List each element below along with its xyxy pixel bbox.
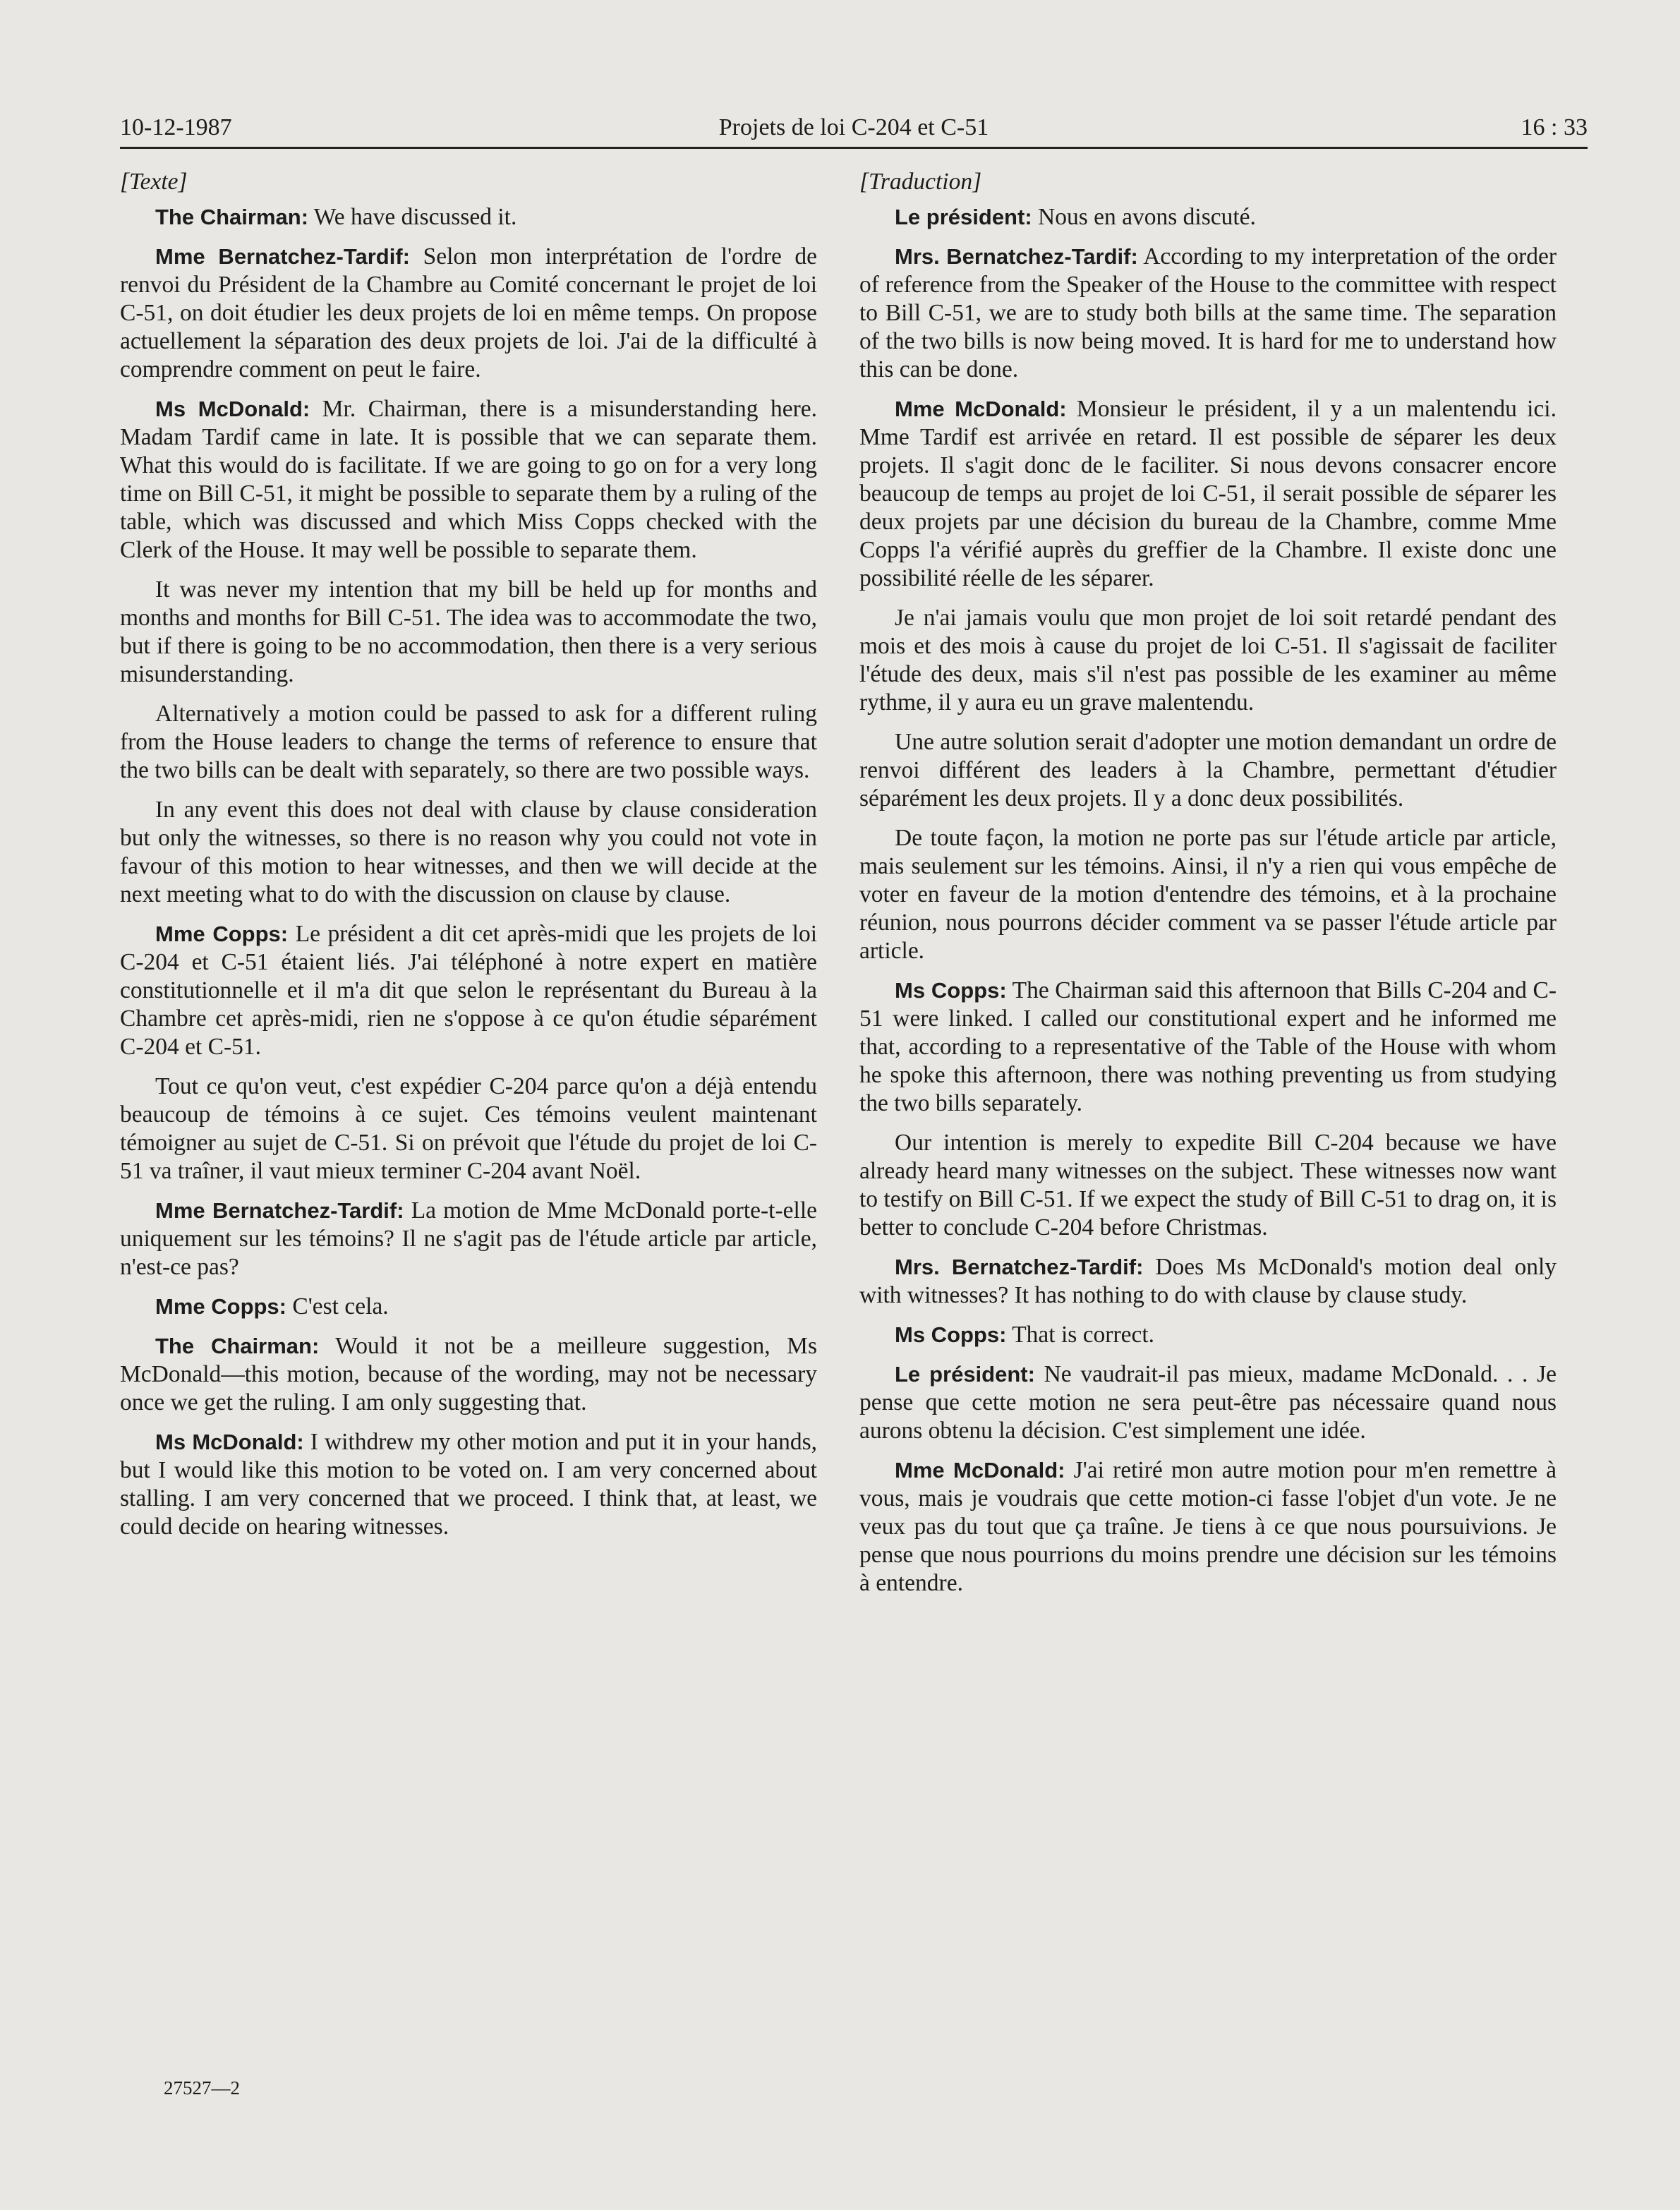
speaker-name: Mme Bernatchez-Tardif: (155, 1198, 404, 1223)
paragraph (859, 824, 1557, 965)
paragraph (120, 1197, 817, 1281)
speaker-name: Mme McDonald: (895, 397, 1067, 421)
speaker-name: The Chairman: (155, 205, 309, 229)
paragraph (120, 700, 817, 785)
speaker-name: Mme McDonald: (895, 1458, 1065, 1483)
speech-text: Ne vaudrait-il pas mieux, madame McDonald. . . Je pense que cette motion ne sera peut-être pas nécessaire quand nous aurons obtenu la décision. C'est simplement une idée. (859, 1361, 1557, 1444)
paragraph (120, 395, 817, 564)
paragraph (120, 576, 817, 689)
speech-text: Selon mon interprétation de l'ordre de renvoi du Président de la Chambre au Comité concernant le projet de loi C-51, on doit étudier les deux projets de loi en même temps. On propose actuellement la séparation des deux projets de loi. J'ai de la difficulté à comprendre comment on peut le faire. (120, 243, 817, 382)
column-translation (859, 168, 1557, 1609)
speech-text: I withdrew my other motion and put it in your hands, but I would like this motion to be voted on. I am very concerned about stalling. I am very concerned that we proceed. I think that, at least, we could decide on hearing witnesses. (120, 1429, 817, 1540)
paragraph (859, 1129, 1557, 1242)
paragraph (120, 796, 817, 909)
speech-text: La motion de Mme McDonald porte-t-elle uniquement sur les témoins? Il ne s'agit pas de l'étude article par article, n'est-ce pas? (120, 1197, 817, 1280)
speaker-name: Le président: (895, 1362, 1035, 1387)
paragraph (120, 203, 817, 231)
speaker-name: Mme Copps: (155, 1294, 286, 1319)
header-title: Projets de loi C-204 et C-51 (718, 114, 989, 140)
paragraph (859, 203, 1557, 231)
paragraph (859, 1456, 1557, 1598)
speech-text: Monsieur le président, il y a un malentendu ici. Mme Tardif est arrivée en retard. Il est possible de séparer les deux projets. Il s'agit donc de le faciliter. Si nous devons consacrer encore beaucoup de temps au projet de loi C-51, il serait possible de séparer les deux projets par une décision du bureau de la Chambre, comme Mme Copps l'a vérifié auprès du greffier de la Chambre. Il existe donc une possibilité réelle de les séparer. (859, 396, 1557, 591)
paragraph (859, 728, 1557, 813)
running-header (120, 109, 1588, 149)
paragraph (120, 1428, 817, 1541)
paragraph (859, 1321, 1557, 1349)
speech-text: Nous en avons discuté. (1032, 204, 1256, 230)
speaker-name: Ms Copps: (895, 1322, 1007, 1347)
paragraph (120, 1293, 817, 1321)
speech-text: Our intention is merely to expedite Bill C-204 because we have already heard many witnesses on the subject. These witnesses now want to testify on Bill C-51. If we expect the study of Bill C-51 to drag on, it is better to conclude C-204 before Christmas. (859, 1130, 1557, 1240)
speaker-name: Ms Copps: (895, 978, 1007, 1003)
speech-text: In any event this does not deal with clause by clause consideration but only the witnesses, so there is no reason why you could not vote in favour of this motion to hear witnesses, and then we will decide at the next meeting what to do with the discussion on clause by clause. (120, 797, 817, 907)
speech-text: De toute façon, la motion ne porte pas sur l'étude article par article, mais seulement sur les témoins. Ainsi, il n'y a rien qui vous empêche de voter en faveur de la motion d'entendre des témoins, et à la prochaine réunion, nous pourrons décider comment va se passer l'étude article par article. (859, 825, 1557, 964)
speech-text: J'ai retiré mon autre motion pour m'en remettre à vous, mais je voudrais que cette motion-ci fasse l'objet d'un vote. Je ne veux pas du tout que ça traîne. Je tiens à ce que nous poursuivions. Je pense que nous pourrions du moins prendre une décision sur les témoins à entendre. (859, 1457, 1557, 1596)
speech-text: Je n'ai jamais voulu que mon projet de loi soit retardé pendant des mois et des mois à cause du projet de loi C-51. Il s'agissait de faciliter l'étude des deux, mais s'il n'est pas possible de les examiner au même rythme, il y aura eu un grave malentendu. (859, 605, 1557, 715)
speech-text: Does Ms McDonald's motion deal only with witnesses? It has nothing to do with clause by clause study. (859, 1254, 1557, 1308)
paragraph (859, 1360, 1557, 1445)
speaker-name: Mme Copps: (155, 922, 289, 946)
header-page-number: 16 : 33 (1521, 114, 1588, 140)
header-date: 10-12-1987 (120, 114, 232, 140)
paragraph (859, 395, 1557, 593)
column-label-texte: [Texte] (120, 169, 188, 195)
paragraph (120, 920, 817, 1061)
speech-text: Une autre solution serait d'adopter une motion demandant un ordre de renvoi différent des leaders à la Chambre, permettant d'étudier séparément les deux projets. Il y a donc deux possibilités. (859, 729, 1557, 811)
speech-text: The Chairman said this afternoon that Bills C-204 and C-51 were linked. I called our constitutional expert and he informed me that, according to a representative of the Table of the House with whom he spoke this afternoon, there was nothing preventing us from studying the two bills separately. (859, 977, 1557, 1116)
paragraph (859, 977, 1557, 1118)
speech-text: Le président a dit cet après-midi que les projets de loi C-204 et C-51 étaient liés. J'ai téléphoné à notre expert en matière constitutionnelle et il m'a dit que selon le représentant du Bureau à la Chambre cet après-midi, rien ne s'oppose à ce qu'on étudie séparément C-204 et C-51. (120, 921, 818, 1060)
column-original-text (120, 168, 817, 1552)
speech-text: It was never my intention that my bill be held up for months and months and months for Bill C-51. The idea was to accommodate the two, but if there is going to be no accommodation, then there is a very serious misunderstanding. (120, 576, 817, 687)
speaker-name: Ms McDonald: (155, 1430, 304, 1454)
speaker-name: Le président: (895, 205, 1032, 229)
paragraph (120, 243, 817, 384)
column-label-traduction: [Traduction] (859, 169, 982, 195)
paragraph (859, 1253, 1557, 1310)
speech-text: We have discussed it. (308, 204, 517, 230)
speech-text: According to my interpretation of the order of reference from the Speaker of the House to the committee with respect to Bill C-51, we are to study both bills at the same time. The separation of the two bills is now being moved. It is hard for me to understand how this can be done. (859, 243, 1557, 382)
paragraph (120, 1332, 817, 1417)
speaker-name: Mrs. Bernatchez-Tardif: (895, 1255, 1144, 1279)
speaker-name: Ms McDonald: (155, 397, 310, 421)
speech-text: Tout ce qu'on veut, c'est expédier C-204 parce qu'on a déjà entendu beaucoup de témoins à ce sujet. Ces témoins veulent maintenant témoigner au sujet de C-51. Si on prévoit que l'étude du projet de loi C-51 va traîner, il vaut mieux terminer C-204 avant Noël. (120, 1073, 817, 1184)
speech-text: Mr. Chairman, there is a misunderstanding here. Madam Tardif came in late. It is possible that we can separate them. What this would do is facilitate. If we are going to go on for a very long time on Bill C-51, it might be possible to separate them by a ruling of the table, which was discussed and which Miss Copps checked with the Clerk of the House. It may well be possible to separate them. (120, 396, 817, 563)
speaker-name: Mrs. Bernatchez-Tardif: (895, 244, 1138, 269)
paragraph (859, 243, 1557, 384)
speech-text: Alternatively a motion could be passed to ask for a different ruling from the House leaders to change the terms of reference to ensure that the two bills can be dealt with separately, so there are two possible ways. (120, 701, 817, 783)
paragraph (859, 604, 1557, 717)
speaker-name: Mme Bernatchez-Tardif: (155, 244, 411, 269)
speaker-name: The Chairman: (155, 1334, 320, 1358)
footer-print-code: 27527—2 (164, 2077, 240, 2099)
paragraph (120, 1073, 817, 1185)
speech-text: Would it not be a meilleure suggestion, Ms McDonald—this motion, because of the wording, may not be necessary once we get the ruling. I am only suggesting that. (120, 1333, 818, 1415)
speech-text: C'est cela. (286, 1293, 389, 1320)
speech-text: That is correct. (1006, 1322, 1155, 1348)
